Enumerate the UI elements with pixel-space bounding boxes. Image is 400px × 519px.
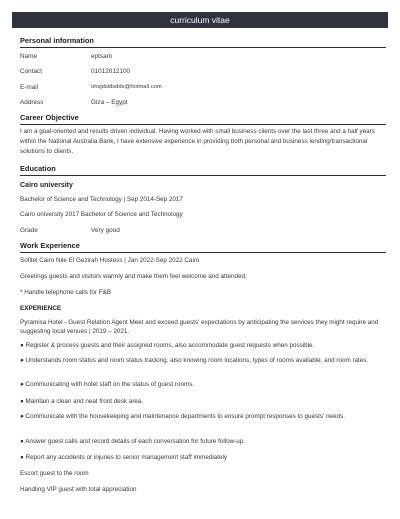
email-value: ohsjdsldsdds@hotmail.com [91,84,162,90]
duty-bullet: ● Report any accidents or injuries to senior management staff immediately [20,454,228,461]
cv-title: curriculum vitae [170,15,230,25]
address-value: Giza – Egypt [91,99,128,106]
personal-info-heading: Personal information [20,36,386,48]
grade-value: Very good [91,227,120,234]
duty-bullet: ● Understands room status and room status tracking, also knowing room locations, types of rooms available, and room rates. [20,357,369,364]
contact-label: Contact [20,68,43,75]
duty-bullet: ● Answer guest calls and record details of each conversation for future follow-up. [20,438,246,445]
job-sofitel: Sofitel Cairo Nile El Gezirah Hostess | Jan 2022-Sep 2022 Cairo [20,257,200,264]
grade-label: Grade [20,227,38,234]
job-sofitel-description: Greetings guests and visitors warmly and make them feel welcome and attended. [20,273,247,280]
duty-bullet: ● Communicating with hotel staff on the status of guest rooms. [20,381,195,388]
education-summary-line: Cairo university 2017 Bachelor of Science and Technology [20,211,183,218]
duty-line: Handling VIP guest with total appreciation [20,486,137,493]
work-experience-heading: Work Experience [20,241,386,253]
education-degree-line: Bachelor of Science and Technology | Sep 2014-Sep 2017 [20,196,183,203]
contact-value: 01012012100 [91,68,131,75]
duty-bullet: ● Register & process guests and their assigned rooms, also accommodate guest requests when possible. [20,342,315,349]
education-school: Cairo university [20,182,73,189]
name-label: Name [20,53,38,60]
career-objective-text: I am a goal-oriented and results driven individual. Having worked with small business clients over the last three and a half years within the National Australia Bank, I have extensive experience in providing both personal and business lending/transactional solutions to clients. [20,128,375,155]
experience-label: EXPERIENCE [20,305,62,312]
cv-title-bar [12,12,388,28]
duty-line: Escort guest to the room [20,470,89,477]
job-sofitel-note: * Handle telephone calls for F&B [20,289,112,296]
duty-bullet: ● Communicate with the housekeeping and maintenance departments to ensure prompt responses to guests' needs. [20,413,345,420]
email-label: E-mail [20,84,39,91]
duty-bullet: ● Maintain a clean and neat front desk area. [20,398,144,405]
address-label: Address [20,99,44,106]
career-objective-heading: Career Objective [20,113,386,125]
education-heading: Education [20,164,386,176]
job-pyramisa: Pyramisa Hotel - Guest Relation Agent Meet and exceed guests' expectations by anticipating the services they might require and suggesting local venues | 2019 – 2021. [20,319,379,335]
name-value: eptsam [91,53,112,60]
